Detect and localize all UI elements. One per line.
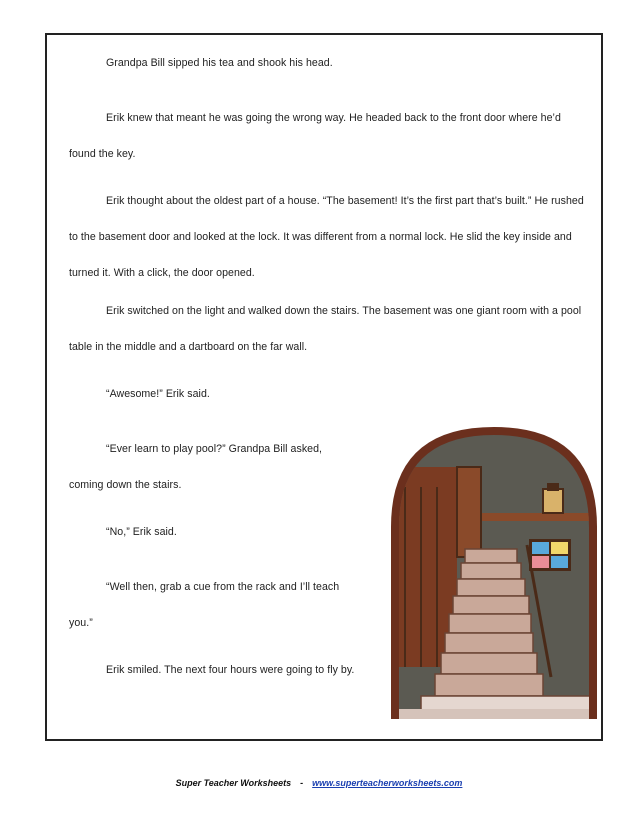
- story-paragraph-5: “Awesome!” Erik said.: [106, 388, 210, 400]
- story-paragraph-3: Erik thought about the oldest part of a house. “The basement! It’s the first part that’s built.” He rushed to the basement door and looked at the lock. It was different from a normal lock. He slid the key inside and turned it. With a click, the door opened.: [69, 195, 584, 279]
- story-paragraph-6: “Ever learn to play pool?” Grandpa Bill asked, coming down the stairs.: [69, 443, 323, 491]
- story-paragraph-1: Grandpa Bill sipped his tea and shook his head.: [106, 57, 333, 69]
- story-paragraph-2: Erik knew that meant he was going the wrong way. He headed back to the front door where he’d found the key.: [69, 112, 561, 160]
- lamp-cap: [547, 483, 559, 491]
- lamp-icon: [543, 489, 563, 513]
- story-paragraph-9: Erik smiled. The next four hours were going to fly by.: [106, 664, 355, 676]
- footer-url-link[interactable]: www.superteacherworksheets.com: [312, 778, 463, 788]
- footer-separator: -: [300, 778, 304, 788]
- page-footer: [0, 778, 638, 788]
- window-center: [529, 539, 571, 571]
- footer-brand: Super Teacher Worksheets: [175, 778, 292, 788]
- basement-door: [457, 467, 481, 557]
- basement-stairs-illustration: [391, 427, 597, 719]
- story-paragraph-8: “Well then, grab a cue from the rack and I’ll teach you.”: [69, 581, 340, 629]
- story-paragraph-4: Erik switched on the light and walked down the stairs. The basement was one giant room with a pool table in the middle and a dartboard on the far wall.: [69, 305, 582, 353]
- story-paragraph-7: “No,” Erik said.: [106, 526, 177, 538]
- worksheet-frame: [45, 33, 603, 741]
